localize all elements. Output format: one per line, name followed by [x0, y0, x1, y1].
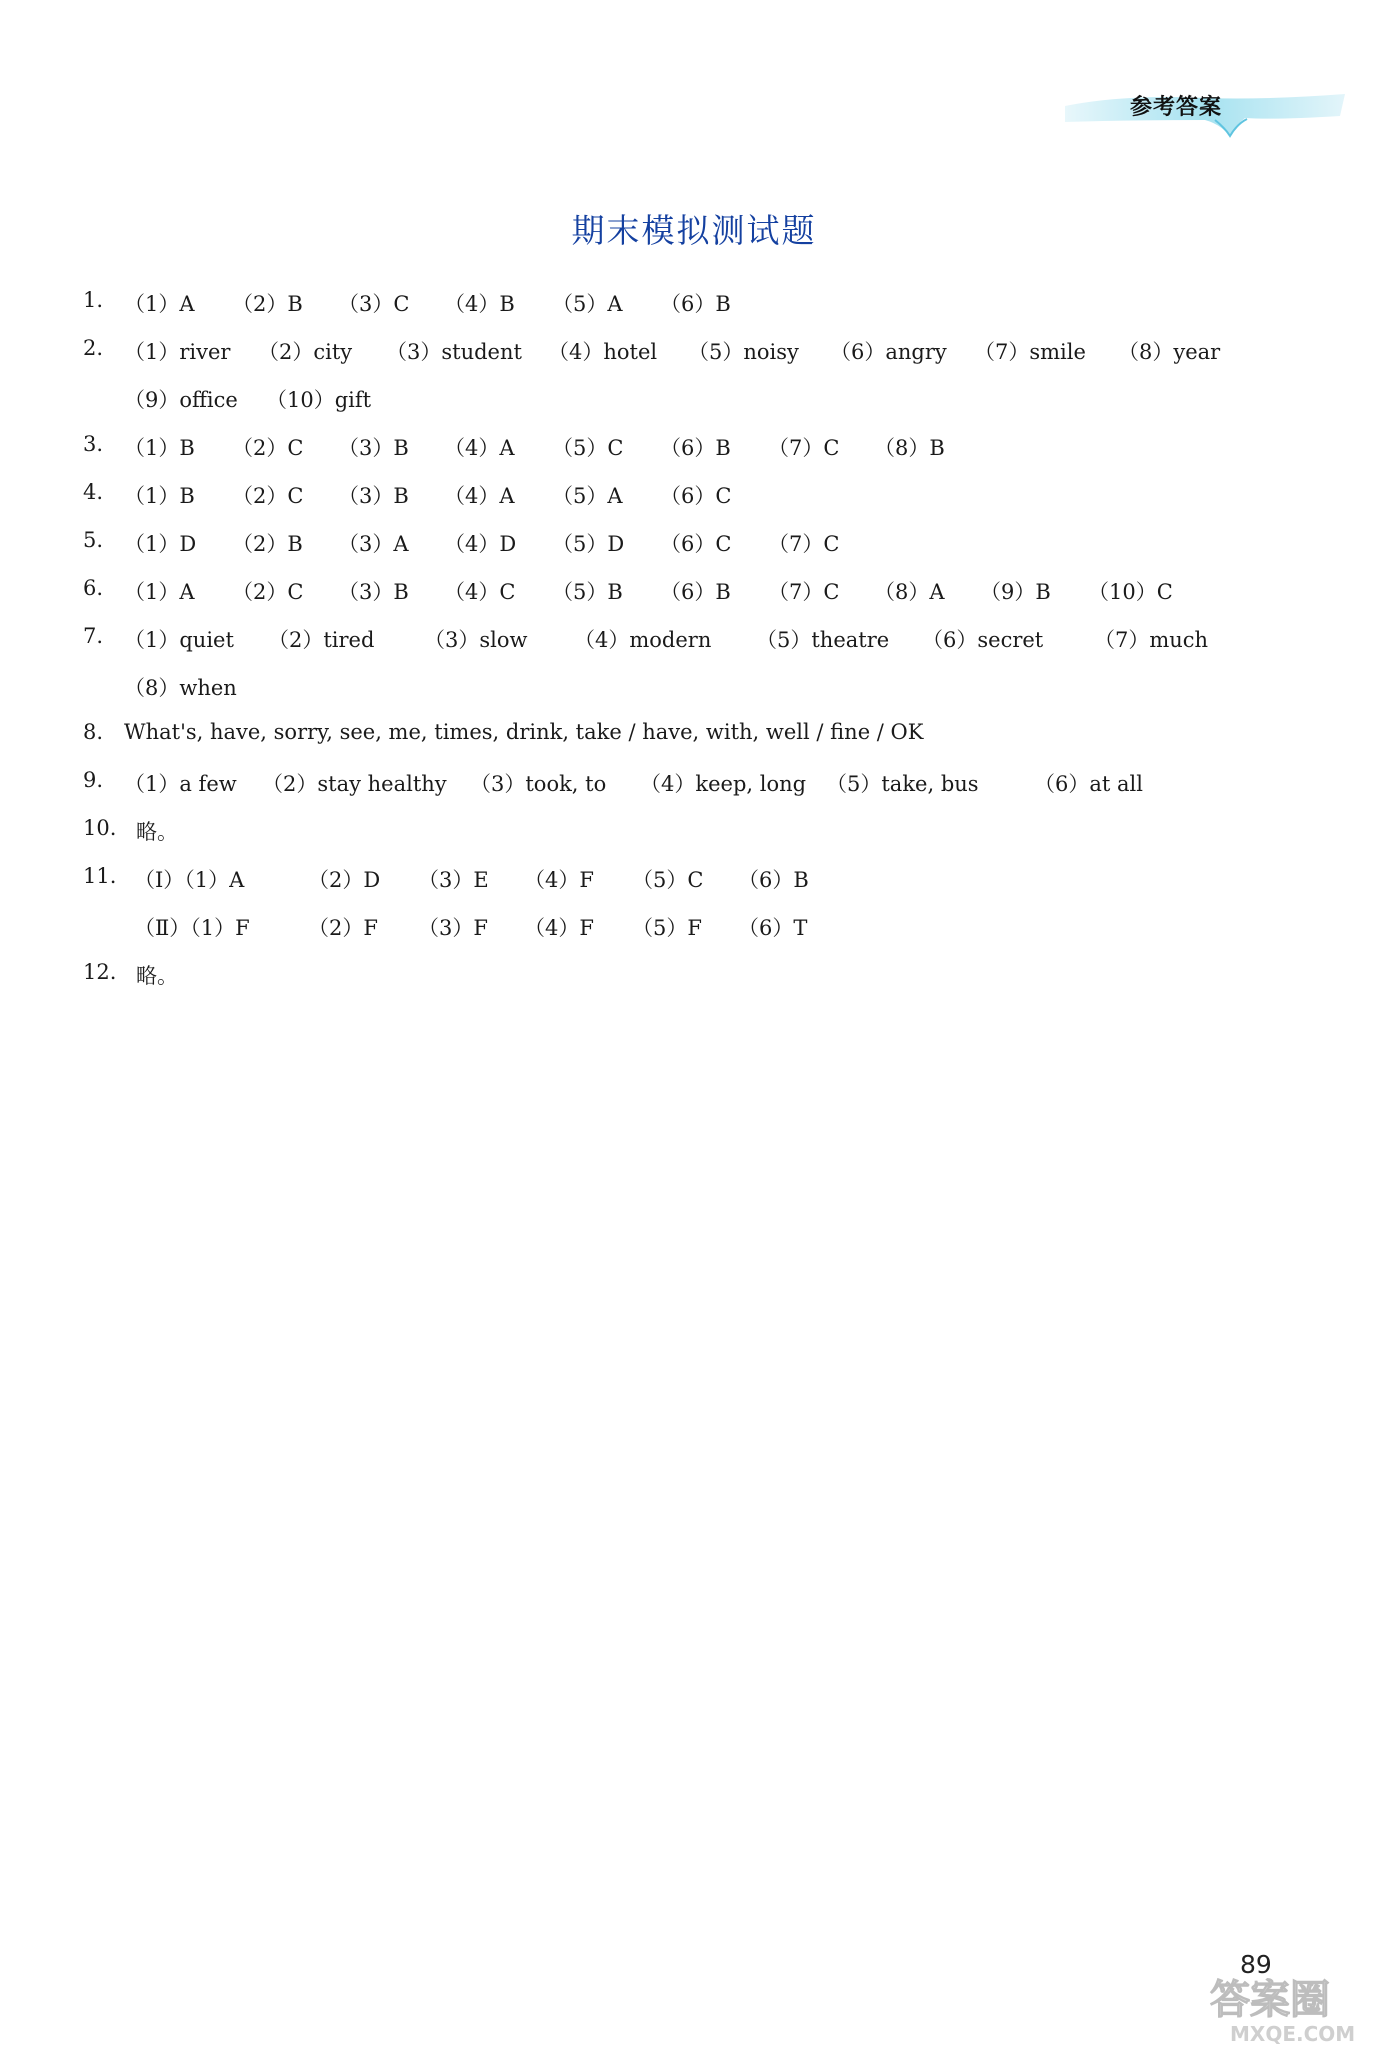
- question-number: 12.: [83, 960, 117, 984]
- answer-item: （6）at all: [1034, 772, 1143, 796]
- answer-item: （4）hotel: [548, 340, 658, 364]
- question-number: 11.: [83, 864, 117, 888]
- answer-item: （7）C: [768, 436, 840, 460]
- answer-item: （9）B: [980, 580, 1051, 604]
- answer-item: （2）D: [308, 868, 381, 892]
- answer-item: （8）when: [124, 676, 237, 700]
- question-number: 3.: [83, 432, 104, 456]
- answer-item: （2）C: [232, 580, 304, 604]
- answer-item: （4）A: [444, 484, 515, 508]
- page-number: 89: [1240, 1950, 1272, 1979]
- answer-item: （4）modern: [574, 628, 712, 652]
- answer-item: （3）took, to: [470, 772, 607, 796]
- answer-item: （2）city: [258, 340, 353, 364]
- answer-item: （10）gift: [266, 388, 372, 412]
- answer-item: （3）B: [338, 580, 409, 604]
- answer-item: （1）D: [124, 532, 197, 556]
- question-number: 2.: [83, 336, 104, 360]
- answer-item: （6）secret: [922, 628, 1044, 652]
- answer-item: （3）student: [386, 340, 522, 364]
- answer-item: （1）B: [124, 436, 195, 460]
- answer-item: （2）F: [308, 916, 378, 940]
- answer-item: （5）noisy: [688, 340, 799, 364]
- answer-item: （3）F: [418, 916, 488, 940]
- question-number: 8.: [83, 720, 104, 744]
- answer-item: （2）B: [232, 532, 303, 556]
- answer-item: （10）C: [1088, 580, 1173, 604]
- answer-item: （5）A: [552, 484, 623, 508]
- answer-item: （1）a few: [124, 772, 237, 796]
- answer-item: （6）B: [660, 580, 731, 604]
- answer-item: （4）B: [444, 292, 515, 316]
- answer-item: （1）river: [124, 340, 231, 364]
- answer-item: （3）E: [418, 868, 489, 892]
- answer-item: （1）quiet: [124, 628, 234, 652]
- answer-item: （6）T: [738, 916, 808, 940]
- question-number: 1.: [83, 288, 104, 312]
- answer-item: （2）C: [232, 484, 304, 508]
- answer-item: （2）B: [232, 292, 303, 316]
- answer-item: （5）take, bus: [826, 772, 979, 796]
- answer-item: （6）C: [660, 484, 732, 508]
- question-number: 6.: [83, 576, 104, 600]
- answer-item: 略。: [136, 820, 178, 844]
- watermark: [1200, 1965, 1380, 2045]
- answer-item: （Ⅰ）（1）A: [134, 868, 245, 892]
- answer-item: （3）C: [338, 292, 410, 316]
- answer-item: （2）stay healthy: [262, 772, 447, 796]
- answer-item: （4）A: [444, 436, 515, 460]
- answer-item: （4）D: [444, 532, 517, 556]
- answer-item: （7）much: [1094, 628, 1209, 652]
- svg-text:MXQE.COM: MXQE.COM: [1230, 2022, 1356, 2045]
- question-number: 5.: [83, 528, 104, 552]
- watermark-logo-icon: [1200, 1965, 1380, 2045]
- answer-item: （5）A: [552, 292, 623, 316]
- answer-item: （1）A: [124, 292, 195, 316]
- question-number: 7.: [83, 624, 104, 648]
- answer-item: （2）tired: [268, 628, 375, 652]
- answer-item: （6）C: [660, 532, 732, 556]
- answer-item: （8）year: [1118, 340, 1221, 364]
- answer-item: （1）A: [124, 580, 195, 604]
- answer-item: （7）C: [768, 532, 840, 556]
- header-label: 参考答案: [1130, 95, 1223, 120]
- answer-item: （7）C: [768, 580, 840, 604]
- answer-item: （5）F: [632, 916, 702, 940]
- answer-item: （Ⅱ）（1）F: [134, 916, 250, 940]
- answer-item: （6）B: [738, 868, 809, 892]
- answer-item: （6）B: [660, 292, 731, 316]
- answer-item: （3）A: [338, 532, 409, 556]
- answer-item: （7）smile: [974, 340, 1086, 364]
- answer-item: 略。: [136, 964, 178, 988]
- answer-item: （5）theatre: [756, 628, 890, 652]
- answer-item: （5）C: [552, 436, 624, 460]
- question-number: 9.: [83, 768, 104, 792]
- answer-item: （2）C: [232, 436, 304, 460]
- answer-item: （4）F: [524, 868, 594, 892]
- answer-item: （6）B: [660, 436, 731, 460]
- answer-item: （3）B: [338, 436, 409, 460]
- answer-item: （6）angry: [830, 340, 947, 364]
- answer-item: （4）F: [524, 916, 594, 940]
- answer-item: （8）A: [874, 580, 945, 604]
- page-title: 期末模拟测试题: [571, 211, 817, 250]
- answer-item: （1）B: [124, 484, 195, 508]
- answer-item: （5）D: [552, 532, 625, 556]
- question-number: 10.: [83, 816, 117, 840]
- answer-item: （5）B: [552, 580, 623, 604]
- answer-item: （4）keep, long: [640, 772, 807, 796]
- answer-item: （5）C: [632, 868, 704, 892]
- answer-item: （8）B: [874, 436, 945, 460]
- svg-text:答案圈: 答案圈: [1210, 1977, 1330, 2023]
- answer-item: （9）office: [124, 388, 238, 412]
- answer-item: What's, have, sorry, see, me, times, drink, take / have, with, well / fine / OK: [124, 720, 924, 744]
- question-number: 4.: [83, 480, 104, 504]
- answer-item: （3）B: [338, 484, 409, 508]
- answer-item: （4）C: [444, 580, 516, 604]
- answer-item: （3）slow: [424, 628, 528, 652]
